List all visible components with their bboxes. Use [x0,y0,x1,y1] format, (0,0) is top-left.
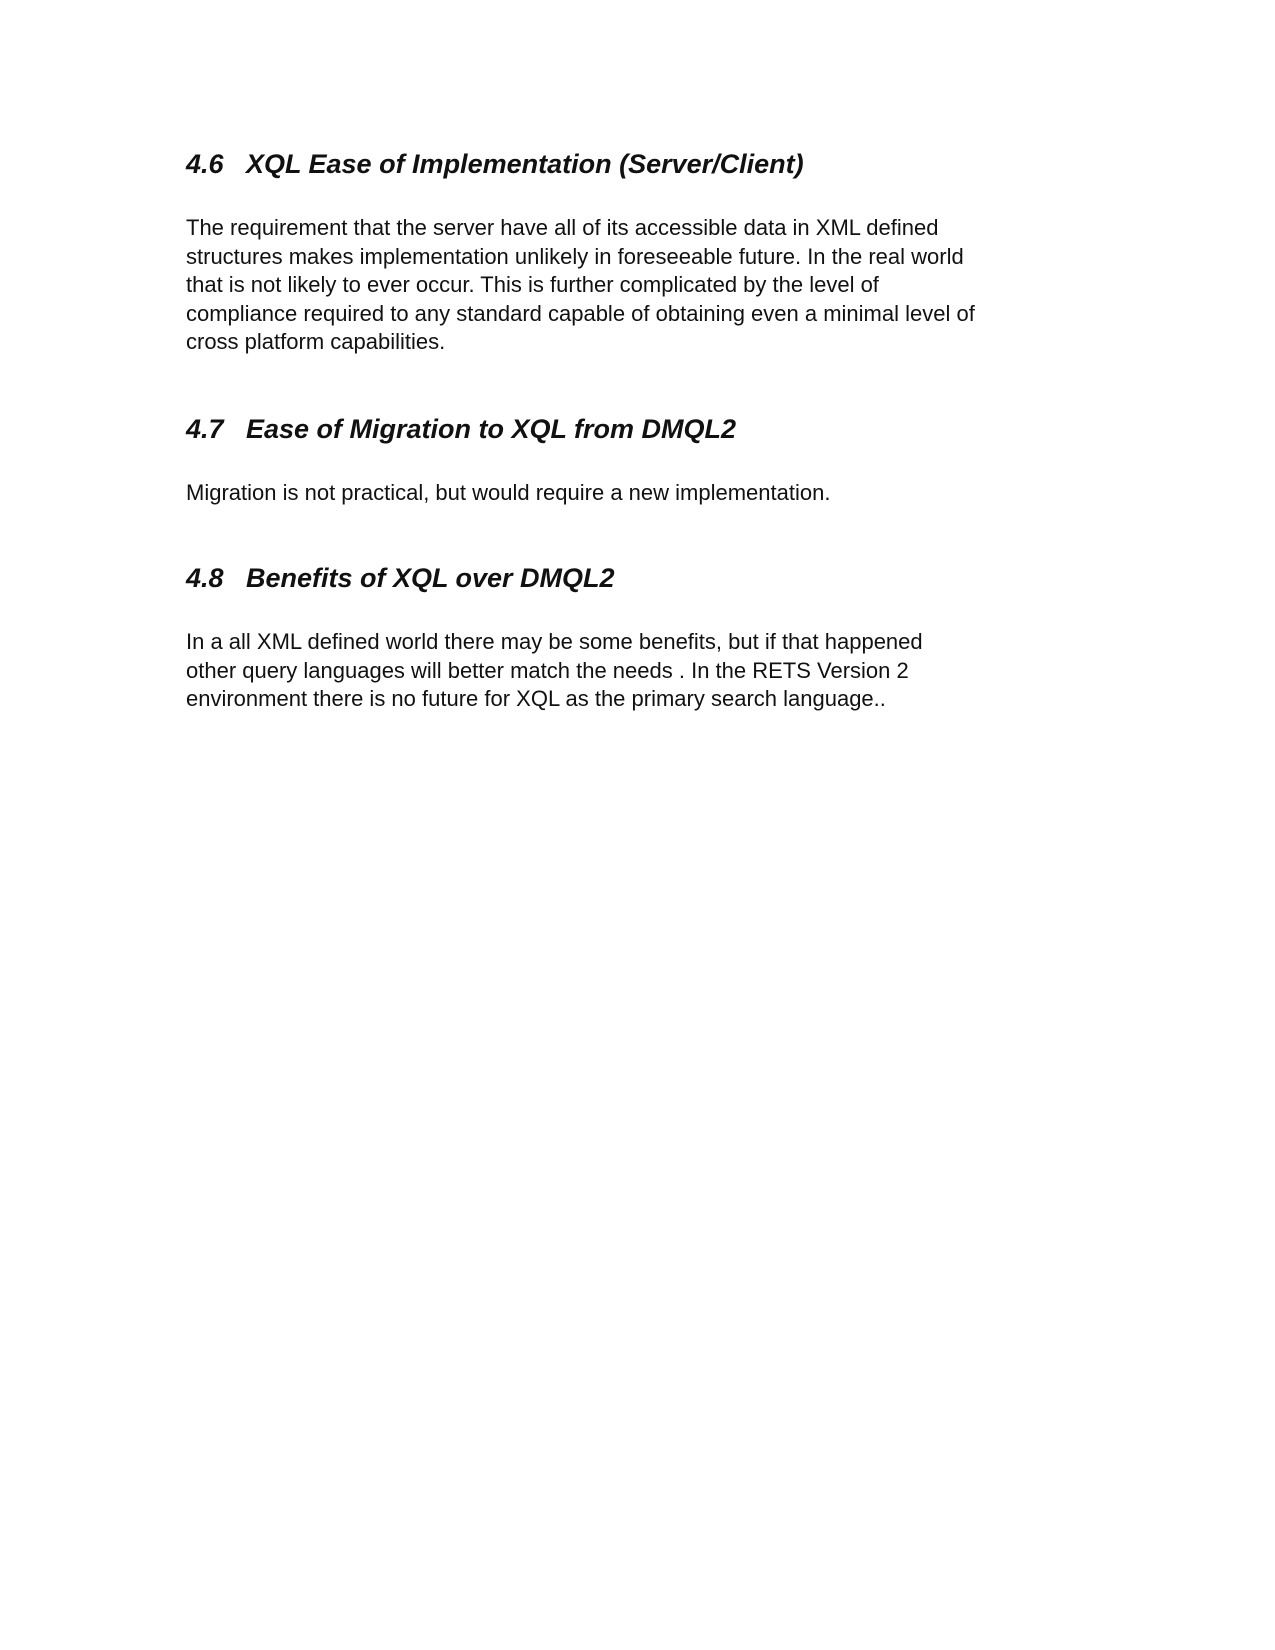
paragraph-line: structures makes implementation unlikely in foreseeable future. In the real world [186,243,964,269]
section-heading [186,413,1086,445]
section-paragraph [186,479,1086,508]
paragraph-line: Migration is not practical, but would require a new implementation. [186,480,831,505]
paragraph-line: that is not likely to ever occur. This is further complicated by the level of [186,272,879,297]
paragraph-line: compliance required to any standard capable of obtaining even a minimal level of [186,300,975,326]
section-number: 4.8 [186,563,224,593]
section-paragraph [186,628,1086,714]
section-4-8 [186,562,1086,714]
section-paragraph [186,214,1086,357]
section-4-7 [186,413,1086,508]
section-title: Ease of Migration to XQL from DMQL2 [246,414,737,444]
section-title: XQL Ease of Implementation (Server/Client) [246,149,804,179]
paragraph-line: environment there is no future for XQL as the primary search language.. [186,686,886,711]
paragraph-line: In a all XML defined world there may be some benefits, but if that happened [186,629,923,654]
section-number: 4.6 [186,149,224,179]
section-heading [186,148,1086,180]
paragraph-line: The requirement that the server have all of its accessible data in XML defined [186,215,939,240]
section-4-6 [186,148,1086,357]
section-title: Benefits of XQL over DMQL2 [246,563,615,593]
section-number: 4.7 [186,414,224,444]
section-heading [186,562,1086,594]
paragraph-line: other query languages will better match the needs . In the RETS Version 2 [186,657,909,683]
paragraph-line: cross platform capabilities. [186,329,446,354]
